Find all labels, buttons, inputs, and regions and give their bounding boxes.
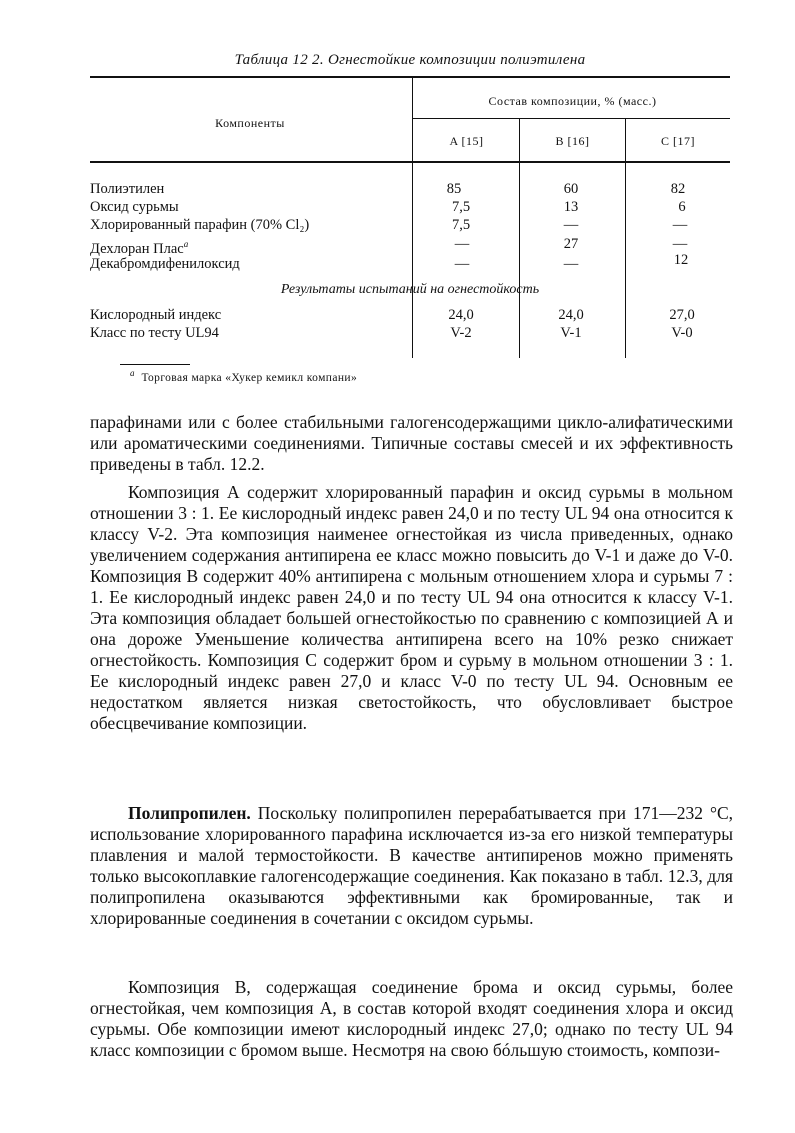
row-label-text: Дехлоран Плас [90,240,184,257]
header-col-a: A [15] [449,134,484,148]
header-col-c: C [17] [661,134,695,148]
cell-c: 6 [678,199,686,215]
paragraph-1: парафинами или с более стабильными галогенсодержащими цикло-алифатическими или ароматическими соединениями. Типичные составы смесей и их эффективность приведены в табл. 12.2. [90,412,733,474]
header-composition: Состав композиции, % (масс.) [488,94,657,108]
footnote-text: Торговая марка «Хукер кемикл компани» [141,371,358,384]
row-label: Оксид сурьмы [90,199,179,215]
cell-b: — [563,217,579,233]
cell-b: 60 [563,181,579,197]
footnote-marker: a [183,239,189,249]
cell-c: 82 [670,181,686,197]
footnote-rule [120,364,190,365]
cell-a: 7,5 [451,199,471,215]
result-c: V-0 [671,325,693,341]
table-caption: Таблица 12 2. Огнестойкие композиции полиэтилена [234,52,586,68]
cell-c: 12 [673,252,689,268]
paragraph-3-text: Поскольку полипропилен перерабатывается при 171—232 °С, использование хлорированного парафина исключается из-за его низкой температуры плавления и малой термостойкости. В качестве антипиренов можно применять только высокоплавкие галогенсодержащие соединения. Как показано в табл. 12.3, для полипропилена оказываются эффективными как бромированные, так и хлорированные соединения в сочетании с оксидом сурьмы. [90,803,733,928]
result-label: Класс по тесту UL94 [90,325,219,341]
header-bottom-rule [90,161,730,163]
cell-a: — [454,236,470,252]
footnote-mark: a [130,368,135,378]
vertical-rule-left [412,76,413,358]
result-c: 27,0 [669,307,695,323]
header-components: Компоненты [215,116,285,130]
result-a: 24,0 [448,307,474,323]
cell-c: — [672,236,688,252]
row-label: Полиэтилен [90,181,165,197]
results-heading: Результаты испытаний на огнестойкость [280,282,540,297]
vertical-rule-mid [519,118,520,358]
cell-a: 7,5 [451,217,471,233]
table-footnote [130,368,357,384]
cell-a: 85 [446,181,462,197]
table-top-rule [90,76,730,78]
header-divider [413,118,730,119]
paragraph-3 [90,803,733,929]
result-label: Кислородный индекс [90,307,222,323]
result-b: 24,0 [558,307,584,323]
section-heading-polypropylene: Полипропилен. [128,803,251,823]
cell-c: — [672,217,688,233]
result-b: V-1 [560,325,582,341]
row-label: Декабромдифенилоксид [90,256,240,272]
cell-b: 13 [563,199,579,215]
paragraph-2: Композиция А содержит хлорированный парафин и оксид сурьмы в мольном отношении 3 : 1. Ее кислородный индекс равен 24,0 и по тесту UL 94 она относится к классу V-2. Эта композиция наименее огнестойкая из числа приведенных, однако увеличением содержания антипирена ее класс можно повысить до V-1 и даже до V-0. Композиция В содержит 40% антипирена с мольным отношением хлора и сурьмы 7 : 1. Ее кислородный индекс равен 24,0 и по тесту UL 94 она относится к классу V-1. Эта композиция обладает большей огнестойкостью по сравнению с композицией А и она дороже Уменьшение количества антипирена всего на 10% резко снижает огнестойкость. Композиция С содержит бром и сурьму в мольном отношении 3 : 1. Ее кислородный индекс равен 27,0 и класс V-0 по тесту UL 94. Основным ее недостатком является низкая светостойкость, что обусловливает быстрое обесцвечивание композиции. [90,482,733,733]
cell-b: — [563,256,579,272]
header-col-b: B [16] [555,134,590,148]
result-a: V-2 [450,325,472,341]
cell-b: 27 [563,236,579,252]
vertical-rule-right [625,118,626,358]
paragraph-4: Композиция В, содержащая соединение брома и оксид сурьмы, более огнестойкая, чем композиция А, в состав которой входят соединения хлора и оксид сурьмы. Обе композиции имеют кислородный индекс 27,0; однако по тесту UL 94 класс композиции с бромом выше. Несмотря на свою бóльшую стоимость, компози- [90,977,733,1060]
row-label: Хлорированный парафин (70% Cl₂) [90,217,310,233]
cell-a: — [454,256,470,272]
